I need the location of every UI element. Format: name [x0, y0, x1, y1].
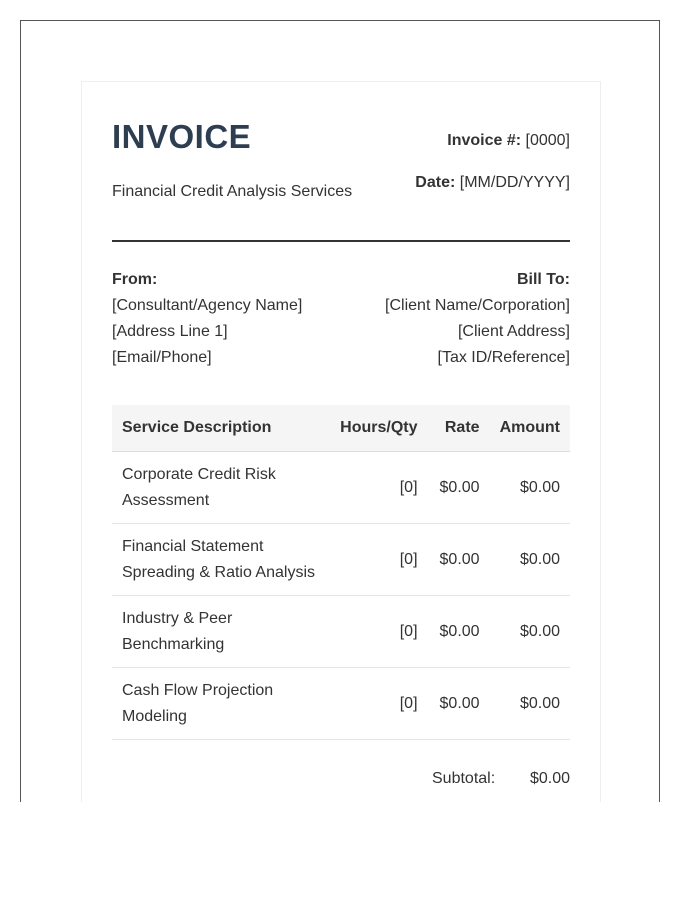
table-row [112, 596, 570, 668]
table-header-row [112, 405, 570, 452]
invoice-number-label: Invoice #: [447, 132, 522, 149]
table-row [112, 668, 570, 740]
row-qty: [0] [330, 668, 429, 740]
header-rate: Rate [430, 405, 490, 452]
row-rate: $0.00 [430, 668, 490, 740]
row-rate: $0.00 [430, 452, 490, 524]
row-qty: [0] [330, 596, 429, 668]
table-row [112, 452, 570, 524]
services-table [112, 405, 570, 740]
header-amount: Amount [490, 405, 570, 452]
bill-to-section [385, 267, 570, 371]
row-qty: [0] [330, 524, 429, 596]
subtotal-label: Subtotal: [432, 770, 496, 787]
row-qty: [0] [330, 452, 429, 524]
header-qty: Hours/Qty [330, 405, 429, 452]
invoice-number [447, 132, 570, 150]
bill-to-name: [Client Name/Corporation] [385, 297, 570, 314]
row-amount: $0.00 [490, 596, 570, 668]
bill-to-reference: [Tax ID/Reference] [437, 349, 570, 366]
invoice-number-value: [0000] [525, 132, 570, 149]
from-label: From: [112, 271, 158, 288]
row-rate: $0.00 [430, 596, 490, 668]
row-amount: $0.00 [490, 452, 570, 524]
invoice-date-label: Date: [415, 174, 456, 191]
row-rate: $0.00 [430, 524, 490, 596]
invoice-date [415, 174, 570, 192]
row-description: Industry & Peer Benchmarking [112, 596, 330, 668]
row-description: Financial Statement Spreading & Ratio Analysis [112, 524, 330, 596]
subtotal-value: $0.00 [529, 770, 570, 787]
row-description: Corporate Credit Risk Assessment [112, 452, 330, 524]
invoice-subtitle: Financial Credit Analysis Services [112, 183, 353, 200]
invoice-date-value: [MM/DD/YYYY] [459, 174, 570, 191]
invoice-title: INVOICE [112, 118, 252, 155]
bill-to-label: Bill To: [516, 271, 570, 288]
row-amount: $0.00 [490, 524, 570, 596]
from-section [112, 267, 302, 371]
header-description: Service Description [112, 405, 330, 452]
row-description: Cash Flow Projection Modeling [112, 668, 330, 740]
header-divider [112, 240, 570, 242]
from-contact: [Email/Phone] [112, 349, 212, 366]
table-row [112, 524, 570, 596]
row-amount: $0.00 [490, 668, 570, 740]
from-address: [Address Line 1] [112, 323, 228, 340]
from-name: [Consultant/Agency Name] [112, 297, 303, 314]
bill-to-address: [Client Address] [457, 323, 570, 340]
